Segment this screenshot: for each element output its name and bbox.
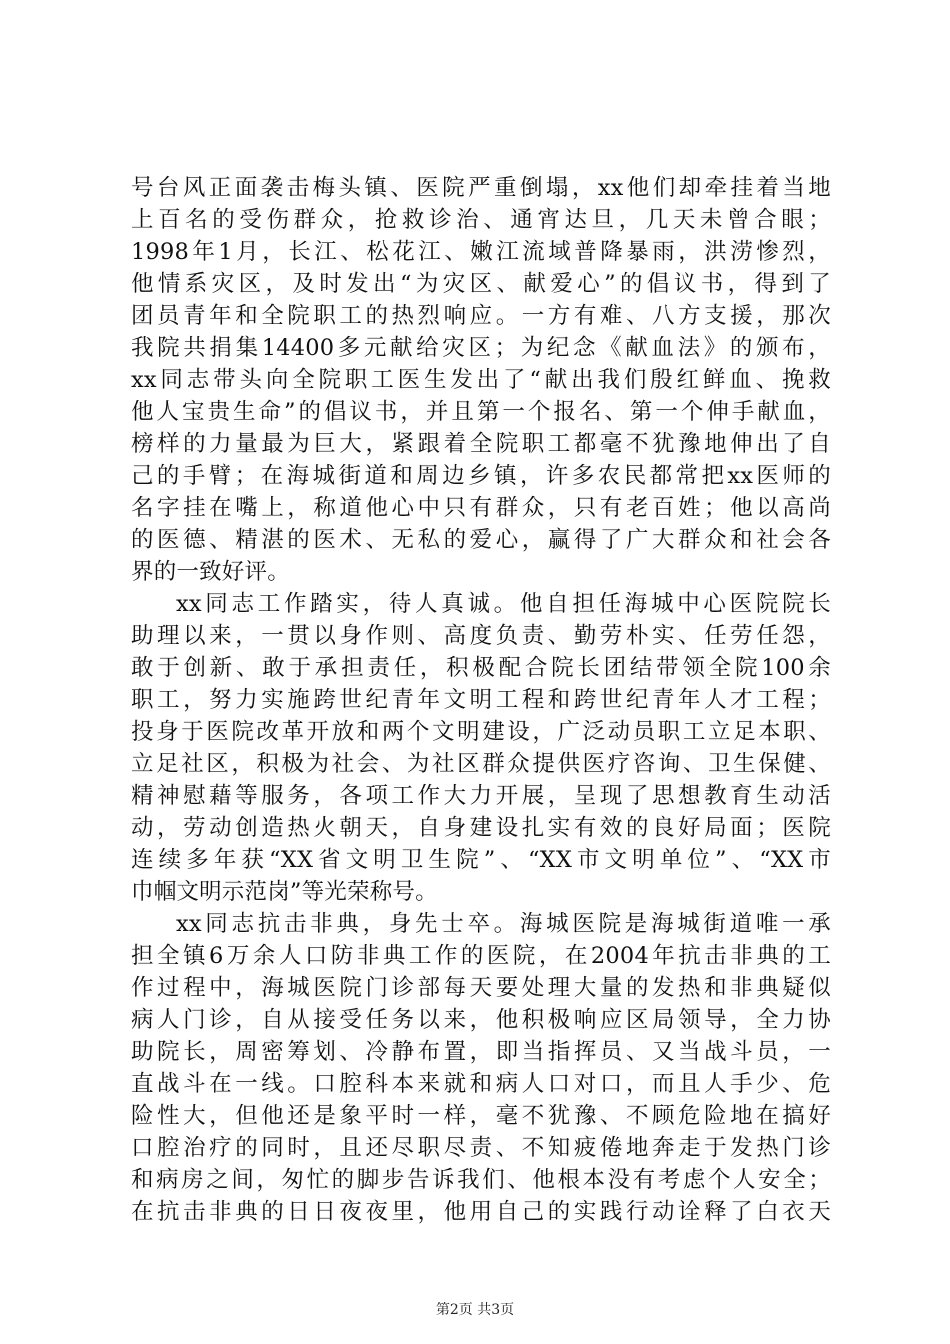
text-line: 1998年1月，长江、松花江、嫩江流域普降暴雨，洪涝惨烈， bbox=[131, 239, 831, 265]
text-line: 敢于创新、敢于承担责任，积极配合院长团结带领全院100余 bbox=[131, 655, 831, 681]
text-line: 担全镇6万余人口防非典工作的医院，在2004年抗击非典的工 bbox=[131, 943, 831, 969]
text-line: 上百名的受伤群众，抢救诊治、通宵达旦，几天未曾合眼； bbox=[131, 207, 831, 233]
text-line: 名字挂在嘴上，称道他心中只有群众，只有老百姓；他以高尚 bbox=[131, 495, 831, 521]
text-line: 号台风正面袭击梅头镇、医院严重倒塌，xx他们却牵挂着当地 bbox=[131, 175, 831, 201]
text-line: 精神慰藉等服务，各项工作大力开展，呈现了思想教育生动活 bbox=[131, 783, 831, 809]
text-line: 助院长，周密筹划、冷静布置，即当指挥员、又当战斗员，一 bbox=[131, 1039, 831, 1065]
page-footer: 第2页 共3页 bbox=[435, 1302, 515, 1318]
text-line: 己的手臂；在海城街道和周边乡镇，许多农民都常把xx医师的 bbox=[131, 463, 831, 489]
text-line: 直战斗在一线。口腔科本来就和病人口对口，而且人手少、危 bbox=[131, 1071, 831, 1097]
text-line: xx同志抗击非典，身先士卒。海城医院是海城街道唯一承 bbox=[176, 911, 831, 937]
text-line: 口腔治疗的同时，且还尽职尽责、不知疲倦地奔走于发热门诊 bbox=[131, 1135, 831, 1161]
text-line: 职工，努力实施跨世纪青年文明工程和跨世纪青年人才工程； bbox=[131, 687, 831, 713]
text-line: 团员青年和全院职工的热烈响应。一方有难、八方支援，那次 bbox=[131, 303, 831, 329]
text-line: 作过程中，海城医院门诊部每天要处理大量的发热和非典疑似 bbox=[131, 975, 831, 1001]
text-line: 的医德、精湛的医术、无私的爱心，赢得了广大群众和社会各 bbox=[131, 527, 831, 553]
text-line: 险性大，但他还是象平时一样，毫不犹豫、不顾危险地在搞好 bbox=[131, 1103, 831, 1129]
text-line: 界的一致好评。 bbox=[131, 559, 290, 585]
text-line: 在抗击非典的日日夜夜里，他用自己的实践行动诠释了白衣天 bbox=[131, 1199, 831, 1225]
text-line: 动，劳动创造热火朝天，自身建设扎实有效的良好局面；医院 bbox=[131, 815, 831, 841]
text-line: 榜样的力量最为巨大，紧跟着全院职工都毫不犹豫地伸出了自 bbox=[131, 431, 831, 457]
text-line: xx同志带头向全院职工医生发出了“献出我们殷红鲜血、挽救 bbox=[131, 367, 831, 393]
text-line: 投身于医院改革开放和两个文明建设，广泛动员职工立足本职、 bbox=[131, 719, 831, 745]
text-line: xx同志工作踏实，待人真诚。他自担任海城中心医院院长 bbox=[176, 591, 831, 617]
text-line: 他人宝贵生命”的倡议书，并且第一个报名、第一个伸手献血， bbox=[131, 399, 831, 425]
body-text bbox=[131, 172, 831, 1228]
text-line: 和病房之间，匆忙的脚步告诉我们、他根本没有考虑个人安全； bbox=[131, 1167, 831, 1193]
text-line: 助理以来，一贯以身作则、高度负责、勤劳朴实、任劳任怨， bbox=[131, 623, 831, 649]
text-line: 病人门诊，自从接受任务以来，他积极响应区局领导，全力协 bbox=[131, 1007, 831, 1033]
text-line: 立足社区，积极为社会、为社区群众提供医疗咨询、卫生保健、 bbox=[131, 751, 831, 777]
text-line: 巾帼文明示范岗”等光荣称号。 bbox=[131, 879, 438, 905]
text-line: 他情系灾区，及时发出“为灾区、献爱心”的倡议书，得到了 bbox=[131, 271, 831, 297]
text-line: 我院共捐集14400多元献给灾区；为纪念《献血法》的颁布， bbox=[131, 335, 831, 361]
text-line: 连续多年获“XX省文明卫生院”、“XX市文明单位”、“XX市 bbox=[131, 847, 831, 873]
